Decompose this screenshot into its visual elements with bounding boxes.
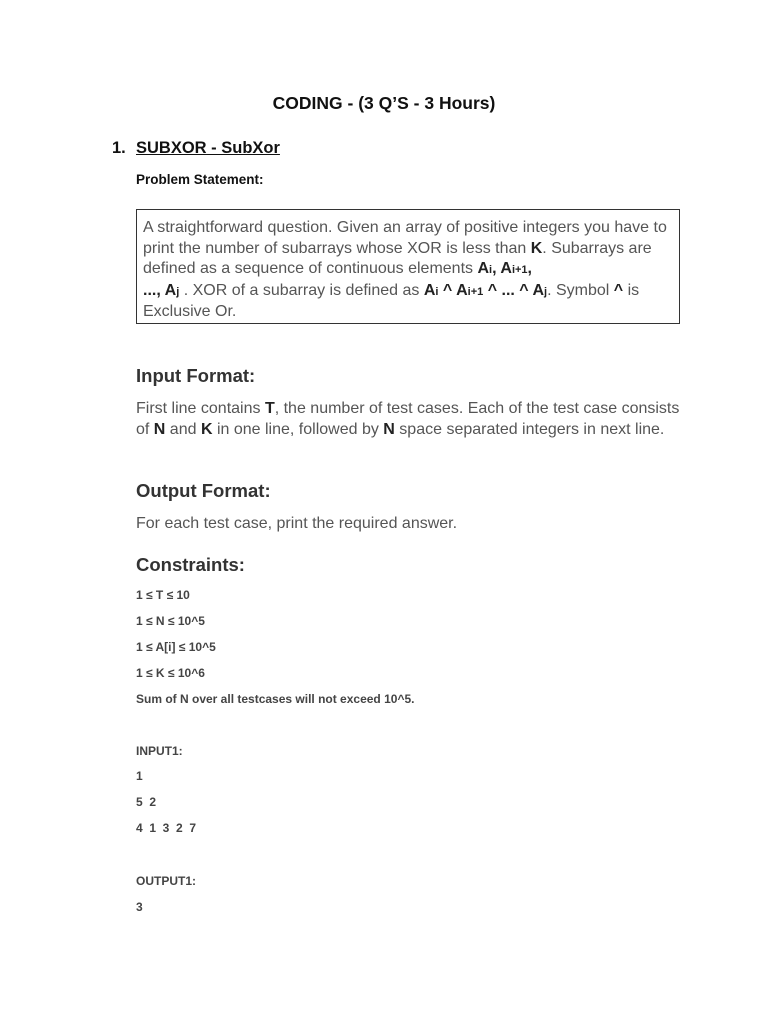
input-format-heading: Input Format: xyxy=(136,365,256,386)
statement-text: . Symbol xyxy=(547,281,614,299)
statement-text: is Exclusive Or. xyxy=(143,281,640,320)
sample-input-line: 4 1 3 2 7 xyxy=(136,821,197,835)
output-format-heading: Output Format: xyxy=(136,480,271,501)
question-title: SUBXOR - SubXor xyxy=(136,139,280,157)
problem-statement-label: Problem Statement: xyxy=(136,172,264,187)
output-format-text: For each test case, print the required answer. xyxy=(136,515,458,532)
constraint-item: 1 ≤ K ≤ 10^6 xyxy=(136,666,205,680)
statement-xor-expr: Ai ^ Ai+1 ^ ... ^ Aj xyxy=(423,281,548,299)
sample-input-line: 5 2 xyxy=(136,795,157,809)
statement-caret: ^ xyxy=(613,281,624,299)
statement-text: A straightforward question. Given an array of positive integers you have to print the number of subarrays whose XOR is less than xyxy=(143,219,667,257)
document-title: CODING - (3 Q’S - 3 Hours) xyxy=(272,93,496,113)
statement-ai: Ai, Ai+1, ..., Aj xyxy=(143,260,532,299)
statement-text: . Subarrays are defined as a sequence of continuous elements xyxy=(143,239,652,277)
constraint-item: 1 ≤ T ≤ 10 xyxy=(136,588,190,602)
constraint-item: 1 ≤ A[i] ≤ 10^5 xyxy=(136,640,216,654)
constraints-heading: Constraints: xyxy=(136,554,245,575)
problem-statement-box xyxy=(136,209,680,324)
sample-output-line: 3 xyxy=(136,900,143,914)
sample-output-label: OUTPUT1: xyxy=(136,874,196,888)
question-number: 1. xyxy=(112,139,126,157)
constraint-item: 1 ≤ N ≤ 10^5 xyxy=(136,614,205,628)
statement-k: K xyxy=(530,239,543,257)
sample-input-label: INPUT1: xyxy=(136,744,183,758)
input-format-text: First line contains T, the number of test cases. Each of the test case consists of N and K in one line, followed by N space separated integers in next line. xyxy=(136,400,680,438)
constraint-item: Sum of N over all testcases will not exceed 10^5. xyxy=(136,692,415,706)
statement-text: . XOR of a subarray is defined as xyxy=(179,281,424,299)
sample-input-line: 1 xyxy=(136,769,143,783)
